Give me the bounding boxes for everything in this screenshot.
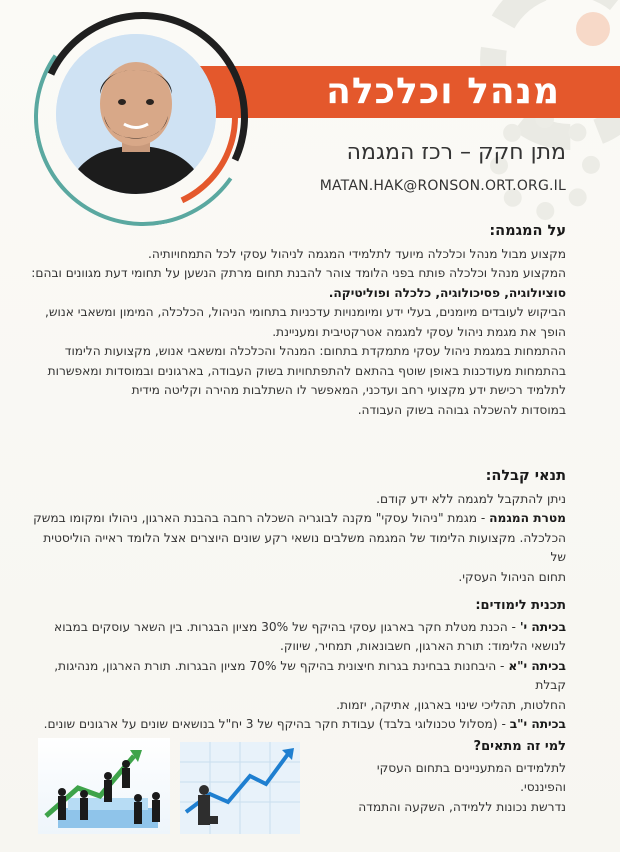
conditions-goal [30,509,566,529]
about-line-4: הביקוש לעובדים מיומנים, בעלי ידע ומיומנויות עדכניות בתחומי הניהול, הכלכלה, המימון ומשאבי אנוש, [45,305,566,319]
avatar-frame [38,12,248,222]
plan-grade10-line2: לנושאי הלימוד: תורת הארגון, חשבונאות, תמחיר, שיווק. [279,639,566,653]
grade12-label: בכיתה י"ב [509,717,566,731]
decorative-dot [576,12,610,46]
about-line-3: סוציולוגיה, פסיכולוגיה, כלכלה ופוליטיקה. [328,285,566,300]
about-line-6: ההתמחות במגמת ניהול עסקי מתמקדת בתחום: המנהל והכלכלה ומשאבי אנוש, מקצועות הלימוד [64,344,566,358]
about-line-9: במוסדות להשכלה גבוהה בשוק העבודה. [357,402,566,417]
growth-chart-illustration [180,742,300,834]
about-line-5: הופך את מגמת ניהול עסקי למגמה אטרקטיבית ומעניינת. [272,324,566,339]
who-section [330,737,566,817]
plan-section [30,596,566,735]
about-section [30,222,566,420]
goal-label: מטרת המגמה [489,511,566,525]
conditions-line-3: הכלכלה. מקצועות הלימוד של המגמה משלבים נושאי רקע שונים היוצרים אצל הלומד ראייה הוליסטית של [43,530,566,564]
coordinator-email[interactable]: MATAN.HAK@RONSON.ORT.ORG.IL [319,178,566,194]
grade11-text: - היבחנות בבחינת בגרות חיצונית בהיקף של 70% מציון הבגרות. תורת הארגון, מנהיגות, קבלת [54,658,566,692]
plan-grade10 [30,618,566,638]
plan-grade11-line2: החלטות, תהליכי שינוי בארגון, אתיקה, יזמות. [336,697,566,712]
conditions-line-1: ניתן להתקבל למגמה ללא ידע קודם. [376,491,566,506]
conditions-section [30,467,566,587]
about-line-7: בהתמחות מעודכנות באופן שוטף בהתאם להתפתחויות בשוק העבודה, בארגונים ובמוסדות ומאפשרות [47,363,566,378]
about-line-8: לתלמיד רכישת ידע מקצועי רחב ועדכני, המאפשר לו השתלבות מהירה וקליטה מידית [131,383,566,397]
goal-text: - מגמת "ניהול עסקי" מקנה לבוגריה השכלה רחבה בהבנת הארגון, ניהולו ומקומו במשק [33,511,490,525]
page-title: מנהל וכלכלה [326,71,560,112]
who-line-1: לתלמידים המתעניינים בתחום העסקי והפיננסי. [376,760,566,794]
about-line-2: המקצוע מנהל וכלכלה פותח בפני הלומד צוהר להבנת תחום מרתק הנשען על תחומי דעת מגוונים ובהם: [31,266,566,280]
who-line-2: נדרשת נכונות ללמידה, השקעה והתמדה [358,799,566,814]
who-heading: למי זה מתאים? [473,739,566,754]
business-team-illustration [38,738,170,834]
gear-decoration-small-icon [490,110,600,220]
conditions-heading: תנאי קבלה: [485,468,566,484]
grade10-text: - הכנת מטלת חקר בארגון עסקי בהיקף של 30% מציון הבגרות. בין השאר עוסקים במבוא [54,619,520,634]
avatar [56,34,216,194]
team-chart-icon [38,738,170,834]
plan-grade12 [30,715,566,735]
about-line-1: מקצוע מבול מנהל וכלכלה מיועד לתלמידי המגמה לניהול עסקי לכל התמחויותיה. [148,246,566,261]
grade10-label: בכיתה י' [519,619,566,634]
growth-arrow-icon [180,742,300,834]
about-heading: על המגמה: [489,223,566,239]
plan-heading: תכנית לימודים: [475,598,566,613]
coordinator-name: מתן חקק – רכז המגמה [346,140,566,165]
person-portrait-icon [56,34,216,194]
title-banner [196,66,620,118]
plan-grade11 [30,657,566,696]
grade12-text: - (מסלול טכנולוגי בלבד) עבודת חקר בהיקף של 3 יח"ל בנושאים שונים על ארגונים שונים. [43,717,510,731]
grade11-label: בכיתה י"א [508,658,566,673]
conditions-line-4: תחום הניהול העסקי. [458,569,566,584]
